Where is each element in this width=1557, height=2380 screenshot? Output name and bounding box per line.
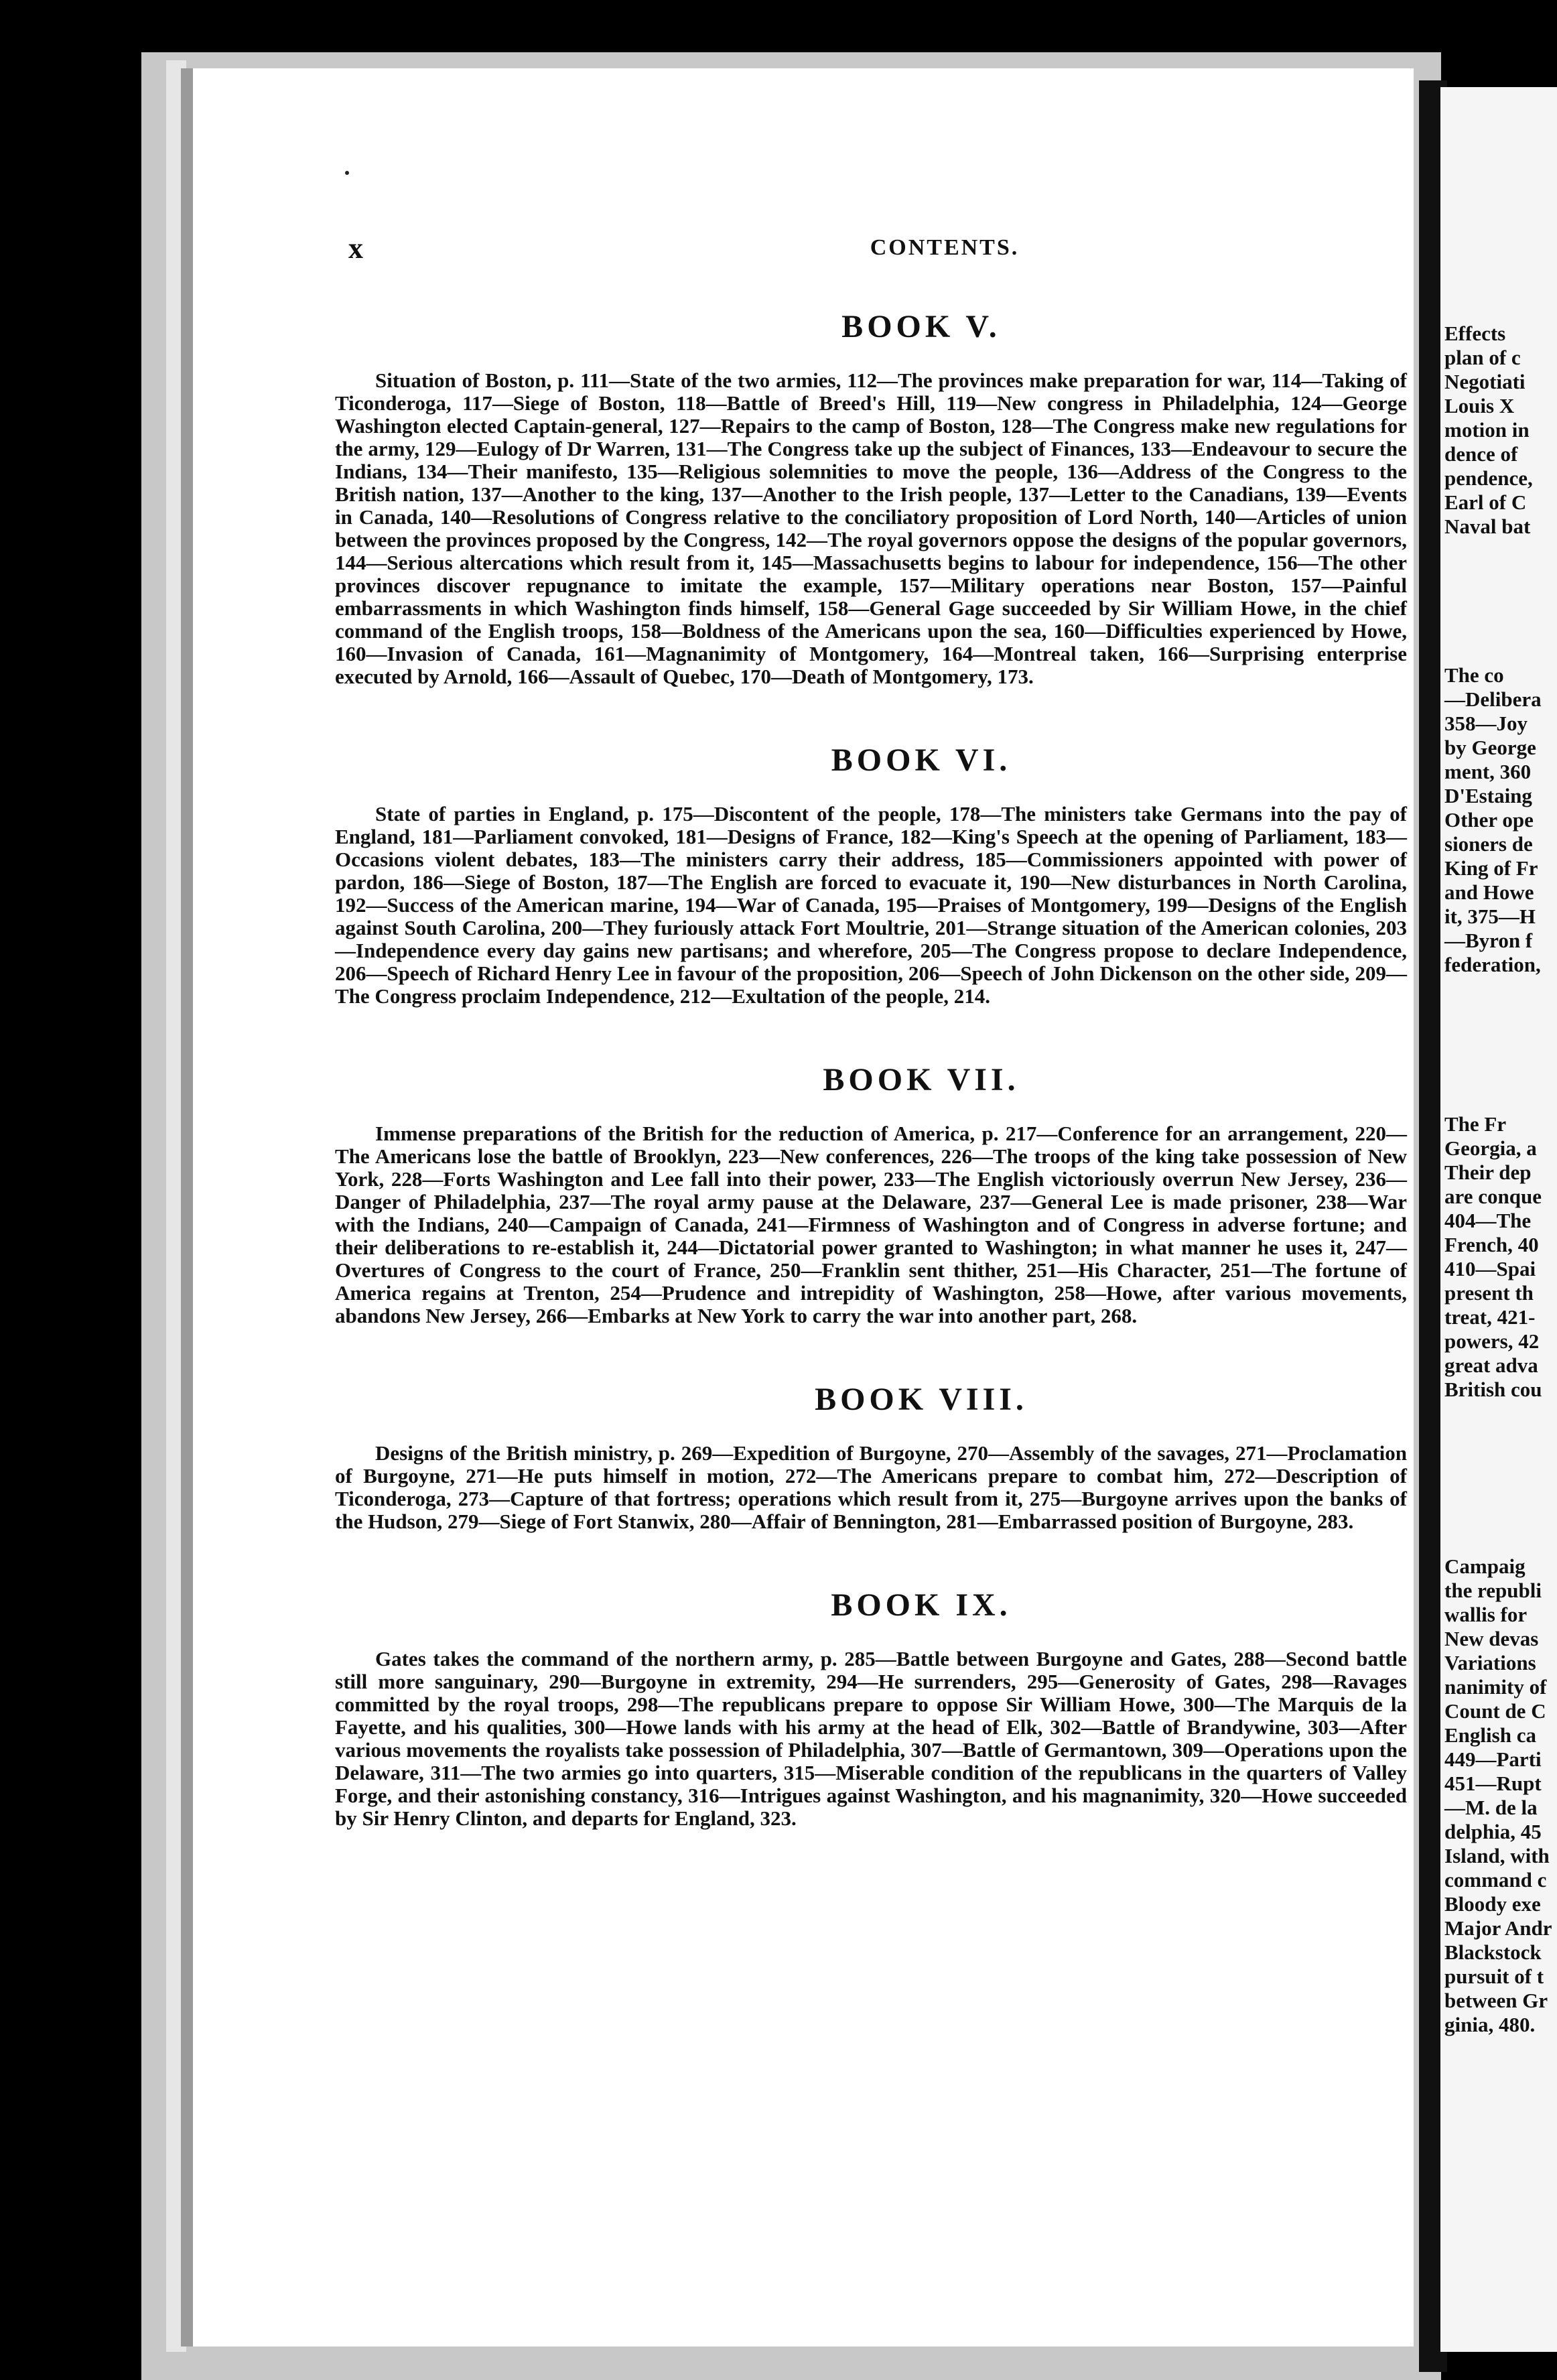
facing-page-line: delphia, 45 <box>1444 1820 1542 1843</box>
facing-page-line: wallis for <box>1444 1603 1528 1626</box>
facing-page-line: dence of <box>1444 442 1518 466</box>
facing-page-line: —Delibera <box>1444 687 1542 711</box>
book-summary: Designs of the British ministry, p. 269—Expedition of Burgoyne, 270—Assembly of the savages, 271—Proclamation of Burgoyne, 271—He puts himself in motion, 272—The Americans prepare to combat him, 272—Description of Ticonderoga, 273—Capture of that fortress; operations which result from it, 275—Burgoyne arrives upon the banks of the Hudson, 279—Siege of Fort Stanwix, 280—Affair of Bennington, 281—Embarrassed position of Burgoyne, 283. <box>335 1441 1407 1533</box>
facing-page-line: Naval bat <box>1444 515 1531 538</box>
book-summary: Situation of Boston, p. 111—State of the two armies, 112—The provinces make preparation for war, 114—Taking of Ticonderoga, 117—Siege of Boston, 118—Battle of Breed's Hill, 119—New congress in Philadelphia, 124—George Washington elected Captain-general, 127—Repairs to the camp of Boston, 128—The Congress make new regulations for the army, 129—Eulogy of Dr Warren, 131—The Congress take up the subject of Finances, 133—Endeavour to secure the Indians, 134—Their manifesto, 135—Religious solemnities to move the people, 136—Address of the Congress to the British nation, 137—Another to the king, 137—Another to the Irish people, 137—Letter to the Canadians, 139—Events in Canada, 140—Resolutions of Congress relative to the conciliatory proposition of Lord North, 140—Articles of union between the provinces proposed by the Congress, 142—The royal governors oppose the designs of the popular governors, 144—Serious altercations which result from it, 145—Massachusetts begins to labour for independence, 156—The other provinces discover repugnance to imitate the example, 157—Military operations near Boston, 157—Painful embarrassments in which Washington finds himself, 158—General Gage succeeded by Sir William Howe, in the chief command of the English troops, 158—Boldness of the Americans upon the sea, 160—Difficulties experienced by Howe, 160—Invasion of Canada, 161—Magnanimity of Montgomery, 164—Montreal taken, 166—Surprising enterprise executed by Arnold, 166—Assault of Quebec, 170—Death of Montgomery, 173. <box>335 369 1407 688</box>
facing-page-line: Effects <box>1444 322 1506 345</box>
facing-page-line: Island, with <box>1444 1844 1550 1867</box>
facing-page-edge <box>1440 87 1557 2352</box>
facing-page-line: by George <box>1444 736 1536 759</box>
facing-page-line: English ca <box>1444 1723 1536 1747</box>
facing-page-line: King of Fr <box>1444 856 1538 880</box>
facing-page-line: 404—The <box>1444 1209 1532 1232</box>
book-title: BOOK V. <box>841 309 1001 344</box>
facing-page-line: Louis X <box>1444 394 1515 417</box>
facing-page-line: Count de C <box>1444 1699 1546 1723</box>
facing-page-line: Variations <box>1444 1651 1536 1674</box>
facing-page-line: federation, <box>1444 953 1541 976</box>
facing-page-line: great adva <box>1444 1353 1538 1377</box>
facing-page-line: Negotiati <box>1444 370 1526 393</box>
facing-page-line: powers, 42 <box>1444 1329 1540 1353</box>
facing-page-line: Earl of C <box>1444 490 1527 514</box>
running-head: CONTENTS. <box>870 235 1020 260</box>
facing-page-line: treat, 421- <box>1444 1305 1536 1329</box>
facing-page-line: pursuit of t <box>1444 1965 1544 1988</box>
facing-page-line: French, 40 <box>1444 1233 1539 1256</box>
facing-page-line: Their dep <box>1444 1161 1532 1184</box>
facing-page-line: sioners de <box>1444 832 1533 856</box>
facing-page-line: pendence, <box>1444 466 1533 490</box>
facing-page-line: —Byron f <box>1444 929 1533 952</box>
facing-page-line: Blackstock <box>1444 1940 1542 1964</box>
facing-page-line: Bloody exe <box>1444 1892 1541 1916</box>
facing-page-line: it, 375—H <box>1444 905 1536 928</box>
facing-page-line: D'Estaing <box>1444 784 1532 807</box>
book-title: BOOK VII. <box>823 1062 1020 1098</box>
page-header <box>348 231 1407 271</box>
book-summary: Gates takes the command of the northern army, p. 285—Battle between Burgoyne and Gates, 288—Second battle still more sanguinary, 290—Burgoyne in extremity, 294—He surrenders, 295—Generosity of Gates, 298—Ravages committed by the royal troops, 298—The republicans prepare to oppose Sir William Howe, 300—The Marquis de la Fayette, and his qualities, 300—Howe lands with his army at the head of Elk, 302—Battle of Brandywine, 303—After various movements the royalists take possession of Philadelphia, 307—Battle of Germantown, 309—Operations upon the Delaware, 311—The two armies go into quarters, 315—Miserable condition of the republicans in the quarters of Valley Forge, and their astonishing constancy, 316—Intrigues against Washington, and his magnanimity, 320—Howe succeeded by Sir Henry Clinton, and departs for England, 323. <box>335 1647 1407 1830</box>
facing-page-line: nanimity of <box>1444 1675 1547 1699</box>
facing-page-line: —M. de la <box>1444 1796 1538 1819</box>
facing-page-line: ginia, 480. <box>1444 2013 1536 2036</box>
facing-page-line: The Fr <box>1444 1112 1507 1136</box>
facing-page-line: 358—Joy <box>1444 712 1528 735</box>
book-title: BOOK VIII. <box>815 1382 1028 1417</box>
ink-speck <box>345 171 349 175</box>
facing-page-line: Georgia, a <box>1444 1136 1537 1160</box>
facing-page-line: between Gr <box>1444 1989 1548 2012</box>
facing-page-line: command c <box>1444 1868 1547 1892</box>
book-section <box>335 1381 1407 1533</box>
book-section <box>335 308 1407 688</box>
facing-page-line: motion in <box>1444 418 1530 442</box>
book-section <box>335 742 1407 1008</box>
facing-page-line: and Howe <box>1444 880 1534 904</box>
facing-page-line: 410—Spai <box>1444 1257 1536 1280</box>
facing-page-line: British cou <box>1444 1378 1542 1401</box>
facing-page-line: 451—Rupt <box>1444 1772 1542 1795</box>
page-folio: x <box>348 232 363 265</box>
facing-page-line: Other ope <box>1444 808 1534 832</box>
book-title: BOOK VI. <box>831 742 1012 778</box>
book-title: BOOK IX. <box>831 1587 1012 1623</box>
book-summary: Immense preparations of the British for the reduction of America, p. 217—Conference for an arrangement, 220—The Americans lose the battle of Brooklyn, 223—New conferences, 226—The troops of the king take possession of New York, 228—Forts Washington and Lee fall into their power, 233—The English victoriously overrun New Jersey, 236—Danger of Philadelphia, 237—The royal army pause at the Delaware, 237—General Lee is made prisoner, 238—War with the Indians, 240—Campaign of Canada, 241—Firmness of Washington and of Congress in adverse fortune; and their deliberations to re-establish it, 244—Dictatorial power granted to Washington; in what manner he uses it, 247—Overtures of Congress to the court of France, 250—Franklin sent thither, 251—His Character, 251—The fortune of America regains at Trenton, 254—Prudence and intrepidity of Washington, 258—Howe, after various movements, abandons New Jersey, 266—Embarks at New York to carry the war into another part, 268. <box>335 1122 1407 1327</box>
book-section <box>335 1587 1407 1830</box>
facing-page-line: New devas <box>1444 1627 1539 1650</box>
facing-page-line: ment, 360 <box>1444 760 1532 783</box>
facing-page-line: Campaig <box>1444 1555 1526 1578</box>
facing-page-line: present th <box>1444 1281 1534 1305</box>
book-section <box>335 1061 1407 1327</box>
facing-page-line: The co <box>1444 663 1504 687</box>
book-summary: State of parties in England, p. 175—Discontent of the people, 178—The ministers take Germans into the pay of England, 181—Parliament convoked, 181—Designs of France, 182—King's Speech at the opening of Parliament, 183—Occasions violent debates, 183—The ministers carry their address, 185—Commissioners appointed with power of pardon, 186—Siege of Boston, 187—The English are forced to evacuate it, 190—New disturbances in North Carolina, 192—Success of the American marine, 194—War of Canada, 195—Praises of Montgomery, 199—Designs of the English against South Carolina, 200—They furiously attack Fort Moultrie, 201—Strange situation of the American colonies, 203—Independence every day gains new partisans; and wherefore, 205—The Congress propose to declare Independence, 206—Speech of Richard Henry Lee in favour of the proposition, 206—Speech of John Dickenson on the other side, 209—The Congress proclaim Independence, 212—Exultation of the people, 214. <box>335 802 1407 1008</box>
facing-page-line: Major Andr <box>1444 1916 1552 1940</box>
facing-page-line: are conque <box>1444 1185 1542 1208</box>
facing-page-line: the republi <box>1444 1579 1542 1602</box>
facing-page-line: plan of c <box>1444 346 1521 369</box>
facing-page-line: 449—Parti <box>1444 1747 1542 1771</box>
contents-body <box>335 308 1407 1883</box>
